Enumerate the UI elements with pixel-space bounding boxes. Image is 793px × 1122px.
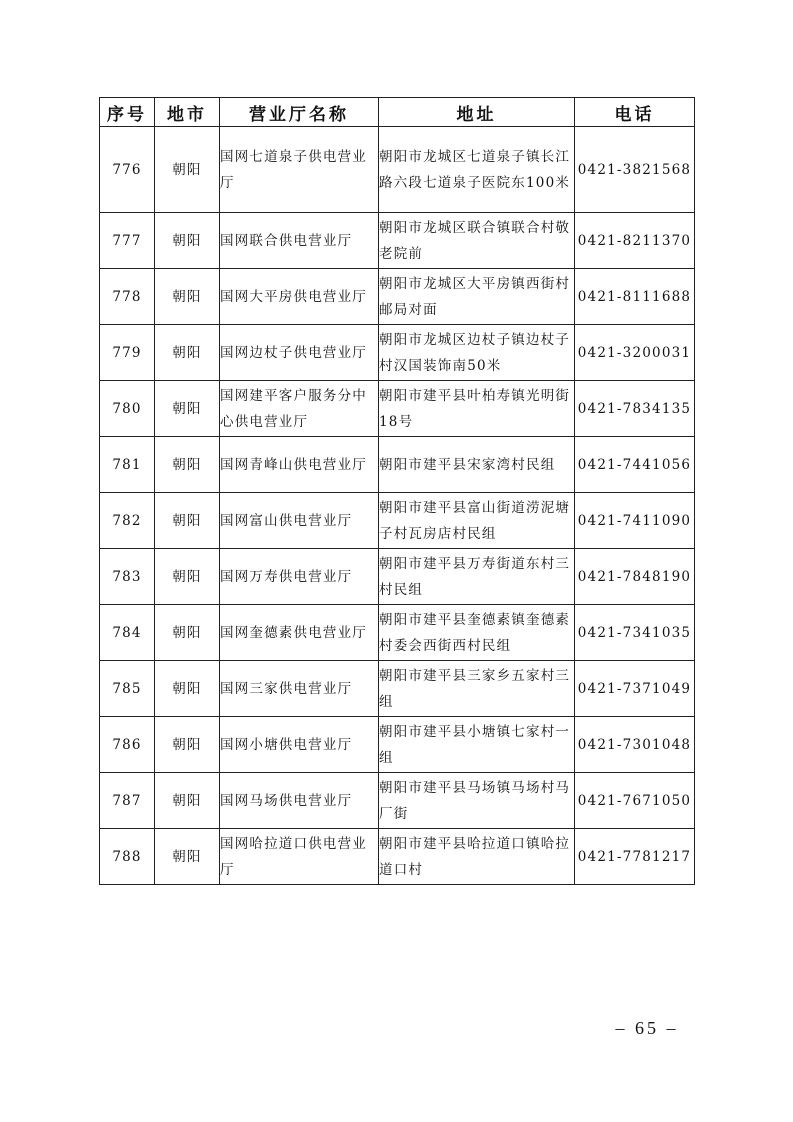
row-phone: 0421-3200031: [575, 325, 695, 381]
row-phone: 0421-7848190: [575, 549, 695, 605]
row-city: 朝阳: [155, 269, 220, 325]
row-index: 783: [100, 549, 155, 605]
row-phone: 0421-3821568: [575, 127, 695, 213]
row-index: 787: [100, 773, 155, 829]
row-city: 朝阳: [155, 829, 220, 885]
row-address: 朝阳市建平县三家乡五家村三组: [379, 661, 575, 717]
row-phone: 0421-8211370: [575, 213, 695, 269]
row-address: 朝阳市建平县奎德素镇奎德素村委会西街西村民组: [379, 605, 575, 661]
row-phone: 0421-7371049: [575, 661, 695, 717]
row-hall-name: 国网边杖子供电营业厅: [220, 325, 379, 381]
row-address: 朝阳市建平县哈拉道口镇哈拉道口村: [379, 829, 575, 885]
row-index: 776: [100, 127, 155, 213]
row-hall-name: 国网富山供电营业厅: [220, 493, 379, 549]
row-index: 781: [100, 437, 155, 493]
row-phone: 0421-7781217: [575, 829, 695, 885]
row-address: 朝阳市龙城区联合镇联合村敬老院前: [379, 213, 575, 269]
row-phone: 0421-7301048: [575, 717, 695, 773]
row-phone: 0421-8111688: [575, 269, 695, 325]
row-address: 朝阳市建平县富山街道涝泥塘子村瓦房店村民组: [379, 493, 575, 549]
row-index: 782: [100, 493, 155, 549]
header-index: 序号: [100, 98, 155, 127]
service-hall-table: [99, 97, 695, 885]
row-city: 朝阳: [155, 661, 220, 717]
table-row: [100, 437, 695, 493]
row-index: 786: [100, 717, 155, 773]
header-address: 地址: [379, 98, 575, 127]
table-row: [100, 325, 695, 381]
header-hall-name: 营业厅名称: [220, 98, 379, 127]
table-row: [100, 213, 695, 269]
row-city: 朝阳: [155, 325, 220, 381]
row-address: 朝阳市建平县马场镇马场村马厂街: [379, 773, 575, 829]
row-index: 780: [100, 381, 155, 437]
table-row: [100, 381, 695, 437]
row-index: 788: [100, 829, 155, 885]
row-index: 777: [100, 213, 155, 269]
row-city: 朝阳: [155, 493, 220, 549]
row-phone: 0421-7834135: [575, 381, 695, 437]
row-hall-name: 国网三家供电营业厅: [220, 661, 379, 717]
row-index: 784: [100, 605, 155, 661]
row-index: 779: [100, 325, 155, 381]
row-city: 朝阳: [155, 605, 220, 661]
table-header-row: [100, 98, 695, 127]
row-hall-name: 国网奎德素供电营业厅: [220, 605, 379, 661]
row-address: 朝阳市建平县叶柏寿镇光明街18号: [379, 381, 575, 437]
row-phone: 0421-7441056: [575, 437, 695, 493]
row-phone: 0421-7341035: [575, 605, 695, 661]
row-city: 朝阳: [155, 381, 220, 437]
row-city: 朝阳: [155, 717, 220, 773]
row-phone: 0421-7671050: [575, 773, 695, 829]
row-city: 朝阳: [155, 437, 220, 493]
row-hall-name: 国网联合供电营业厅: [220, 213, 379, 269]
row-city: 朝阳: [155, 549, 220, 605]
row-hall-name: 国网万寿供电营业厅: [220, 549, 379, 605]
row-hall-name: 国网马场供电营业厅: [220, 773, 379, 829]
row-city: 朝阳: [155, 127, 220, 213]
header-phone: 电话: [575, 98, 695, 127]
table-row: [100, 493, 695, 549]
page-number: – 65 –: [615, 1018, 679, 1038]
row-address: 朝阳市建平县万寿街道东村三村民组: [379, 549, 575, 605]
table-row: [100, 829, 695, 885]
table-row: [100, 549, 695, 605]
row-address: 朝阳市建平县小塘镇七家村一组: [379, 717, 575, 773]
table-row: [100, 773, 695, 829]
row-index: 785: [100, 661, 155, 717]
row-address: 朝阳市龙城区大平房镇西街村邮局对面: [379, 269, 575, 325]
table-row: [100, 269, 695, 325]
row-address: 朝阳市建平县宋家湾村民组: [379, 437, 575, 493]
row-hall-name: 国网小塘供电营业厅: [220, 717, 379, 773]
header-city: 地市: [155, 98, 220, 127]
row-phone: 0421-7411090: [575, 493, 695, 549]
row-index: 778: [100, 269, 155, 325]
table-row: [100, 717, 695, 773]
row-city: 朝阳: [155, 213, 220, 269]
row-hall-name: 国网青峰山供电营业厅: [220, 437, 379, 493]
row-hall-name: 国网大平房供电营业厅: [220, 269, 379, 325]
row-address: 朝阳市龙城区七道泉子镇长江路六段七道泉子医院东100米: [379, 127, 575, 213]
table-row: [100, 661, 695, 717]
table-row: [100, 127, 695, 213]
table-row: [100, 605, 695, 661]
row-city: 朝阳: [155, 773, 220, 829]
row-address: 朝阳市龙城区边杖子镇边杖子村汉国装饰南50米: [379, 325, 575, 381]
row-hall-name: 国网建平客户服务分中心供电营业厅: [220, 381, 379, 437]
row-hall-name: 国网哈拉道口供电营业厅: [220, 829, 379, 885]
row-hall-name: 国网七道泉子供电营业厅: [220, 127, 379, 213]
